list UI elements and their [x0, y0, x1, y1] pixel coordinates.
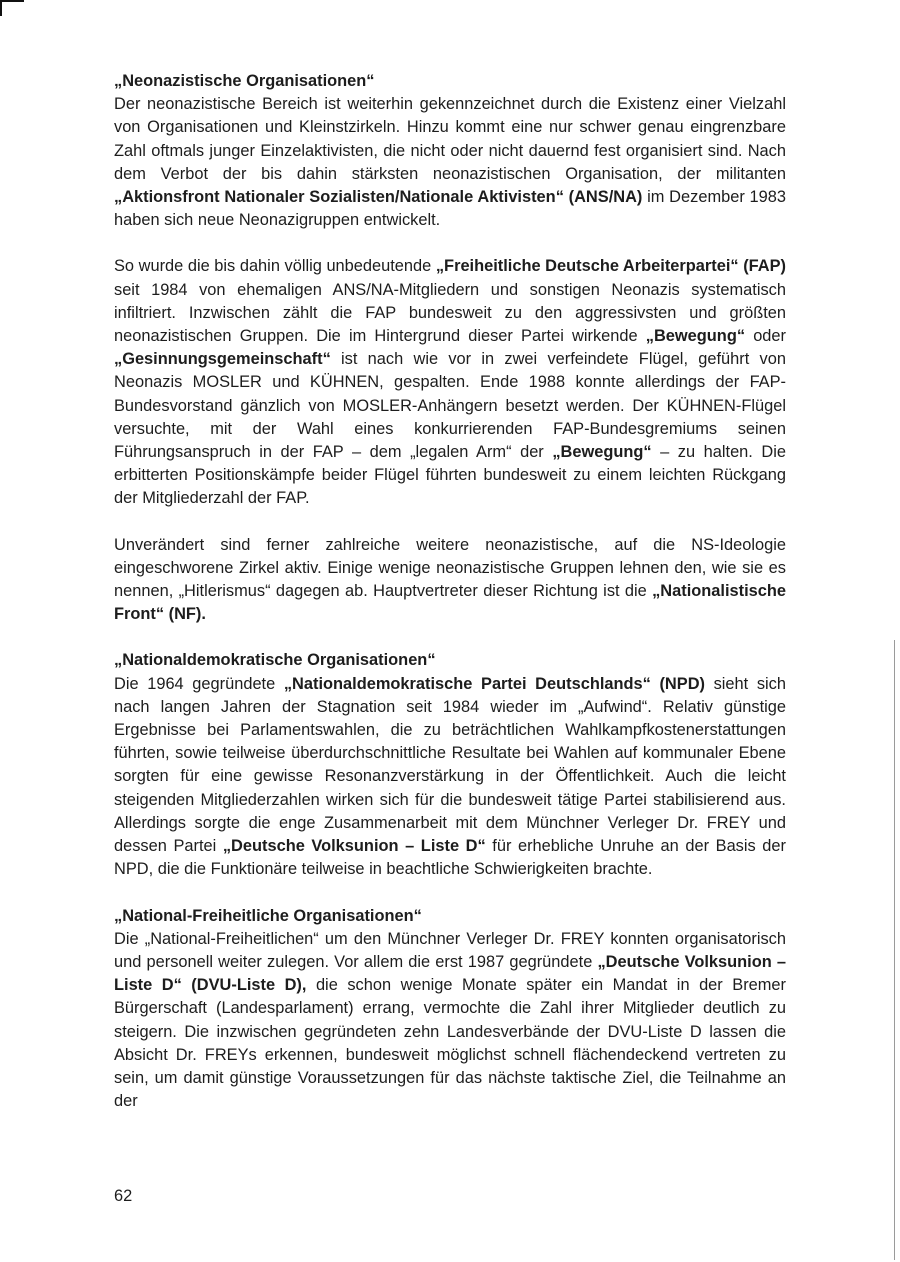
text-run: Die 1964 gegründete — [114, 674, 284, 693]
text-run: sieht sich nach langen Jahren der Stagnation seit 1984 wieder im „Aufwind“. Relativ günstige Ergebnisse bei Parlamentswahlen, die zu beträchtlichen Wahlkampfkostenerstattungen führten, sowie teilweise überdurchschnittliche Resultate bei Wahlen auf kommunaler Ebene sorgten für eine gewisse Resonanzverstärkung in der Öffentlichkeit. Auch die leicht steigenden Mitgliederzahlen wirken sich für die bundesweit tätige Partei stabilisierend aus. Allerdings sorgte die enge Zusammenarbeit mit dem Münchner Verleger Dr. FREY und dessen Partei — [114, 674, 786, 856]
bold-term: „Gesinnungsgemeinschaft“ — [114, 350, 331, 369]
crop-mark — [0, 0, 24, 16]
heading-nationalfreiheitlich: „National-Freiheitliche Organisationen“ — [114, 906, 422, 925]
bold-term: „Nationaldemokratische Partei Deutschlands“ (NPD) — [283, 674, 705, 693]
bold-term: „Deutsche Volksunion – Liste D“ — [222, 837, 486, 856]
paragraph-neonazi-2 — [114, 255, 786, 510]
text-run: ist nach wie vor in zwei verfeindete Flügel, geführt von Neonazis MOSLER und KÜHNEN, gespalten. Ende 1988 konnte allerdings der FAP-Bundesvorstand gänzlich von MOSLER-Anhängern besetzt werden. Der KÜHNEN-Flügel versuchte, mit der Wahl eines konkurrierenden FAP-Bundesgremiums seinen Führungsanspruch in der FAP – dem „legalen Arm“ der — [114, 350, 786, 462]
bold-term: „Aktionsfront Nationaler Sozialisten/Nationale Aktivisten“ (ANS/NA) — [114, 188, 643, 207]
paragraph-nationalfreiheitlich-1 — [114, 928, 786, 1114]
page-number: 62 — [114, 1187, 133, 1205]
text-run: Der neonazistische Bereich ist weiterhin gekennzeichnet durch die Existenz einer Vielzahl von Organisationen und Kleinstzirkeln. Hinzu kommt eine nur schwer genau eingrenzbare Zahl oftmals junger Einzelaktivisten, die nicht oder nicht dauernd fest organisiert sind. Nach dem Verbot der bis dahin stärksten neonazistischen Organisation, der militanten — [114, 95, 786, 183]
text-run: seit 1984 von ehemaligen ANS/NA-Mitgliedern und sonstigen Neonazis systematisch infiltriert. Inzwischen zählt die FAP bundesweit zu den aggressivsten und größten neonazistischen Gruppen. Die im Hintergrund dieser Partei wirkende — [114, 280, 786, 346]
paragraph-nationaldemokratisch-1 — [114, 673, 786, 882]
text-run: oder — [745, 327, 786, 346]
heading-neonazi: „Neonazistische Organisationen“ — [114, 72, 375, 90]
bold-term: „Bewegung“ — [645, 327, 746, 346]
page-body — [114, 70, 786, 1113]
paragraph-neonazi-3 — [114, 534, 786, 627]
text-run: im Dezember 1983 haben sich neue Neonazigruppen entwickelt. — [114, 188, 786, 230]
bold-term: „Bewegung“ — [552, 443, 652, 462]
bold-term: „Freiheitliche Deutsche Arbeiterpartei“ (FAP) — [435, 257, 786, 276]
text-run: für erhebliche Unruhe an der Basis der NPD, die die Funktionäre teilweise in beachtliche Schwierigkeiten brachte. — [114, 837, 786, 879]
scan-edge-line — [894, 640, 895, 1260]
paragraph-neonazi-1 — [114, 93, 786, 232]
bold-term: „Nationalistische Front“ (NF). — [114, 582, 786, 624]
bold-term: „Deutsche Volksunion – Liste D“ (DVU-Liste D), — [114, 952, 786, 995]
text-run: – zu halten. Die erbitterten Positionskämpfe beider Flügel führten bundesweit zu einem leichten Rückgang der Mitgliederzahl der FAP. — [114, 443, 786, 508]
text-run: Die „National-Freiheitlichen“ um den Münchner Verleger Dr. FREY konnten organisatorisch und personell weiter zulegen. Vor allem die erst 1987 gegründete — [114, 929, 786, 971]
text-run: So wurde die bis dahin völlig unbedeutende — [114, 257, 436, 276]
heading-nationaldemokratisch: „Nationaldemokratische Organisationen“ — [114, 651, 436, 670]
text-run: die schon wenige Monate später ein Mandat in der Bremer Bürgerschaft (Landesparlament) errang, vermochte die Zahl ihrer Mitglieder deutlich zu steigern. Die inzwischen gegründeten zehn Landesverbände der DVU-Liste D lassen die Absicht Dr. FREYs erkennen, bundesweit möglichst schnell flächendeckend vertreten zu sein, um damit günstige Voraussetzungen für das nächste taktische Ziel, die Teilnahme an der — [114, 976, 786, 1111]
text-run: Unverändert sind ferner zahlreiche weitere neonazistische, auf die NS-Ideologie eingeschworene Zirkel aktiv. Einige wenige neonazistische Gruppen lehnen den, wie sie es nennen, „Hitlerismus“ dagegen ab. Hauptvertreter dieser Richtung ist die — [114, 535, 786, 601]
